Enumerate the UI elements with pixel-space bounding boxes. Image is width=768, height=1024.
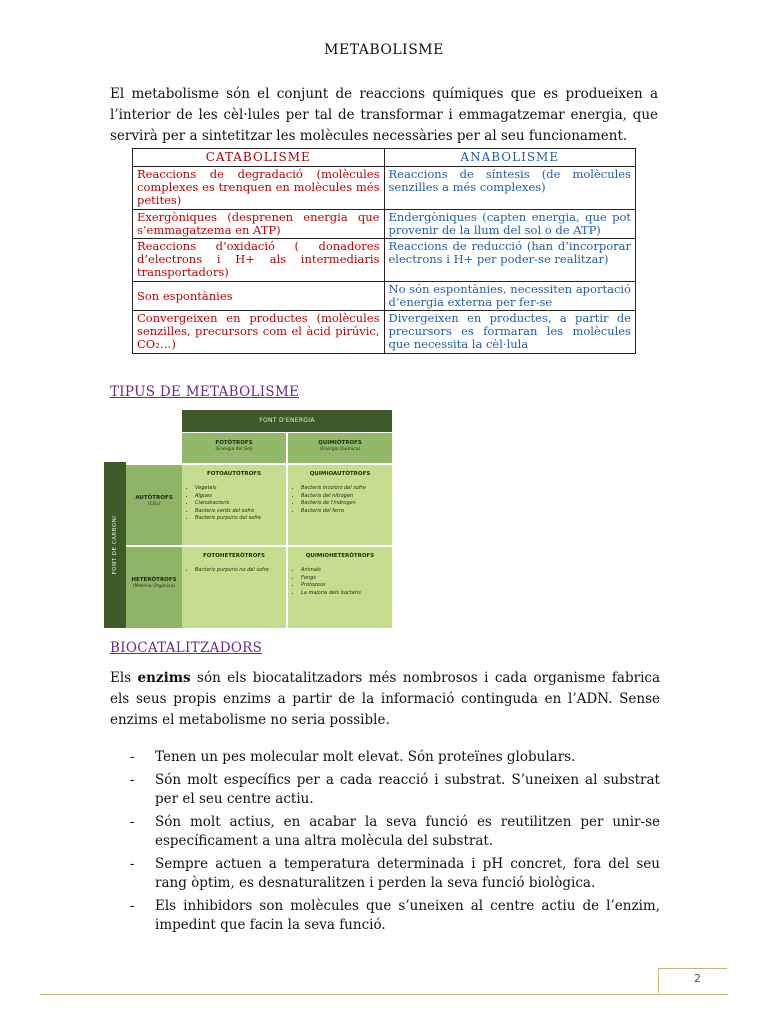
par-text: Els	[110, 670, 138, 686]
footer-line	[40, 994, 728, 995]
cell-title: FOTOHETERÒTROFS	[202, 553, 266, 559]
row-autotrofs-sub: (CO₂)	[148, 502, 160, 507]
list-item: • La majoria dels bacteris	[301, 590, 387, 596]
par-bold-text: enzims	[137, 670, 191, 686]
list-item: - Els inhibidors son molècules que s’uneixen al centre actiu de l’enzim, impedint que facin la seva funció.	[110, 897, 660, 935]
cell-quimioheterotrofs	[288, 547, 392, 628]
table-row	[133, 239, 636, 282]
table-row	[133, 282, 636, 311]
list-item: - Són molt específics per a cada reacció i substrat. S’uneixen al substrat per el seu centre actiu.	[110, 771, 660, 809]
tipus-heading: TIPUS DE METABOLISME	[110, 384, 300, 400]
table-row	[133, 210, 636, 239]
col-quimiotrofs-sub: (Energia Química)	[319, 447, 361, 452]
col-fototrofs-title: FOTÒTROFS	[215, 440, 253, 446]
table-cell: Endergòniques (capten energia, que pot provenir de la llum del sol o de ATP)	[384, 210, 636, 239]
row-heterotrofs	[126, 547, 182, 628]
intro-paragraph: El metabolisme són el conjunt de reaccions químiques que es produeixen a l’interior de les cèl·lules per tal de transformar i emmagatzemar energia, que servirà per a sintetitzar les molècules necessàries per al seu funcionament.	[110, 86, 658, 144]
page-number: 2	[694, 972, 701, 985]
list-item: • Bacteris purpuris no del sofre	[195, 567, 281, 573]
row-autotrofs-title: AUTÒTROFS	[135, 495, 173, 501]
table-cell: Exergòniques (desprenen energia que s’emmagatzema en ATP)	[133, 210, 385, 239]
catabolism-anabolism-table	[132, 148, 636, 354]
col-quimiotrofs-title: QUIMIÒTROFS	[318, 440, 362, 446]
list-item: • Bacteris del nitrogen	[301, 493, 387, 499]
list-item: • Algues	[195, 493, 281, 499]
cell-title: FOTOAUTÒTROFS	[206, 471, 262, 477]
cell-fotoheterotrofs	[182, 547, 286, 628]
header-anabolisme: ANABOLISME	[384, 149, 636, 167]
enzyme-properties-list	[110, 748, 660, 939]
cell-title: QUIMIOHETERÒTROFS	[305, 553, 375, 559]
table-header-row	[133, 149, 636, 167]
enzims-paragraph	[110, 668, 660, 731]
table-cell: Divergeixen en productes, a partir de precursors es formaran les molècules que necessita la cèl·lula	[384, 311, 636, 354]
table-cell: Convergeixen en productes (molècules senzilles, precursors com el àcid pirúvic, CO₂…)	[133, 311, 385, 354]
table-cell: Reaccions de síntesis (de molècules senzilles a més complexes)	[384, 167, 636, 210]
list-item: • Fongs	[301, 575, 387, 581]
table-cell: No són espontànies, necessiten aportació d’energia externa per fer-se	[384, 282, 636, 311]
table-cell: Son espontànies	[133, 282, 385, 311]
table-cell: Reaccions de reducció (han d’incorporar electrons i H+ per poder-se realitzar)	[384, 239, 636, 282]
biocatalitzadors-heading: BIOCATALITZADORS	[110, 640, 263, 656]
list-item: - Sempre actuen a temperatura determinada i pH concret, fora del seu rang òptim, es desnaturalitzen i perden la seva funció biològica.	[110, 855, 660, 893]
row-heterotrofs-sub: (Matèria Orgànica)	[132, 584, 176, 589]
metabolism-types-figure	[104, 410, 392, 628]
list-item: • Protozous	[301, 582, 387, 588]
list-item: • Cianobacteris	[195, 500, 281, 506]
cell-list	[293, 485, 387, 514]
cell-title: QUIMIOAUTÒTROFS	[309, 471, 371, 477]
list-item: • Bacteris de l'hidrogen	[301, 500, 387, 506]
header-catabolisme: CATABOLISME	[133, 149, 385, 167]
table-row	[133, 167, 636, 210]
col-fototrofs-sub: (Energia del Sol)	[215, 447, 253, 452]
col-fototrofs	[182, 433, 286, 463]
table-cell: Reaccions d’oxidació ( donadores d’electrons i H+ als intermediaris transportadors)	[133, 239, 385, 282]
list-item: - Són molt actius, en acabar la seva funció es reutilitzen per unir-se específicament a una altra molècula del substrat.	[110, 813, 660, 851]
cell-list	[293, 567, 387, 596]
list-item: - Tenen un pes molecular molt elevat. Són proteïnes globulars.	[110, 748, 660, 767]
table-row	[133, 311, 636, 354]
page-number-box	[658, 968, 727, 993]
cell-fotoautotrofs	[182, 465, 286, 545]
row-heterotrofs-title: HETERÒTROFS	[131, 577, 177, 583]
list-item: • Bacteris purpuris del sofre	[195, 515, 281, 521]
par-text: són els biocatalitzadors més nombrosos i cada organisme fabrica els seus propis enzims a partir de la informació continguda en l’ADN. Sense enzims el metabolisme no seria possible.	[110, 670, 660, 728]
cell-list	[187, 485, 281, 521]
font-carboni-label	[104, 462, 126, 628]
list-item: • Vegetals	[195, 485, 281, 491]
page-title: METABOLISME	[324, 42, 444, 58]
list-item: • Bacteris del ferro	[301, 508, 387, 514]
font-energia-header: FONT D'ENERGIA	[182, 410, 392, 432]
list-item: • Animals	[301, 567, 387, 573]
table-cell: Reaccions de degradació (molècules complexes es trenquen en molècules més petites)	[133, 167, 385, 210]
col-quimiotrofs	[288, 433, 392, 463]
row-autotrofs	[126, 465, 182, 545]
cell-list	[187, 567, 281, 573]
list-item: • Bacteris incolors del sofre	[301, 485, 387, 491]
list-item: • Bacteris verds del sofre	[195, 508, 281, 514]
cell-quimioautotrofs	[288, 465, 392, 545]
font-carboni-text: FONT DE CARBONI	[112, 515, 118, 575]
